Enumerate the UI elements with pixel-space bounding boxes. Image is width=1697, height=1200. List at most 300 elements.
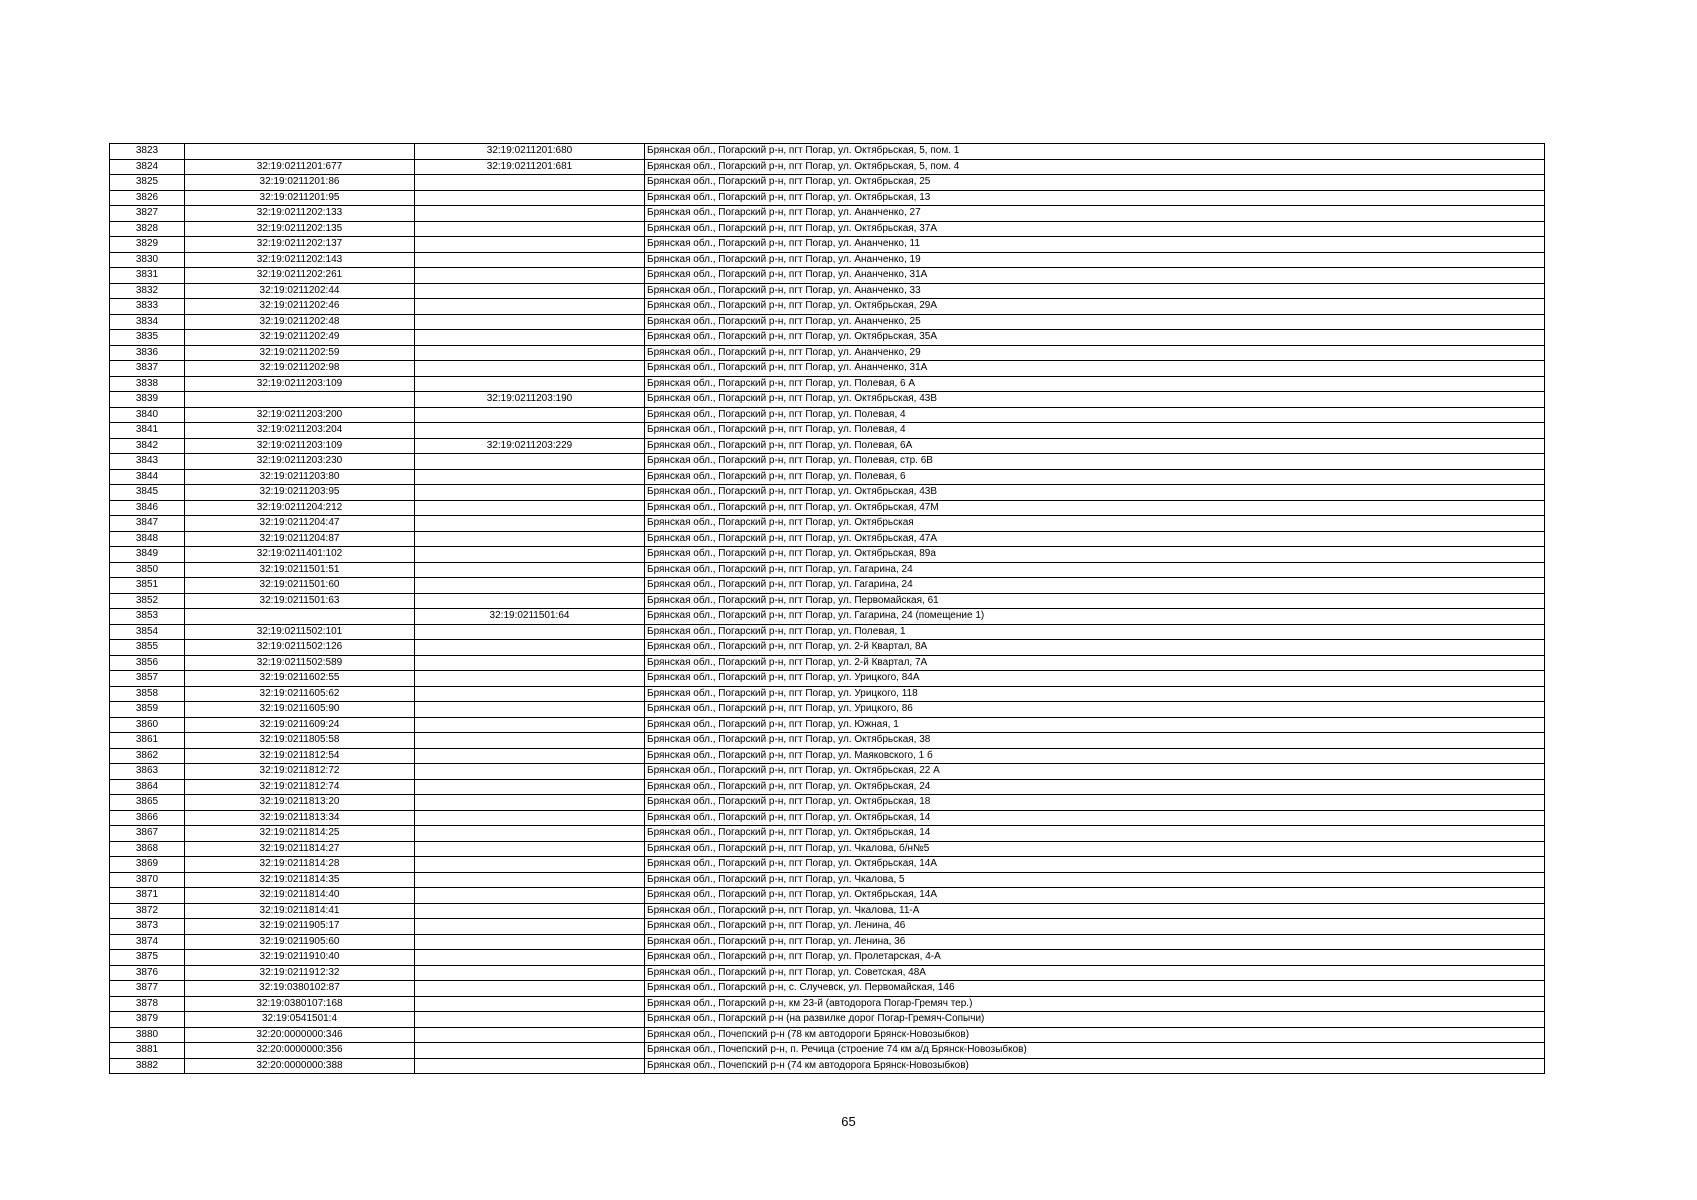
table-row	[110, 934, 1545, 950]
table-row	[110, 872, 1545, 888]
table-row	[110, 252, 1545, 268]
row-number-cell: 3860	[110, 717, 185, 733]
related-cadastral-number-cell	[415, 345, 645, 361]
related-cadastral-number-cell	[415, 547, 645, 563]
table-body	[110, 144, 1545, 1074]
address-cell: Брянская обл., Погарский р-н, пгт Погар, ул. Октябрьская, 43В	[645, 485, 1545, 501]
cadastral-number-cell: 32:19:0211401:102	[185, 547, 415, 563]
cadastral-number-cell: 32:19:0380107:168	[185, 996, 415, 1012]
cadastral-number-cell: 32:19:0211203:80	[185, 469, 415, 485]
related-cadastral-number-cell	[415, 810, 645, 826]
table-row	[110, 485, 1545, 501]
row-number-cell: 3847	[110, 516, 185, 532]
address-cell: Брянская обл., Погарский р-н, пгт Погар, ул. Октябрьская, 18	[645, 795, 1545, 811]
related-cadastral-number-cell	[415, 655, 645, 671]
related-cadastral-number-cell	[415, 314, 645, 330]
table-row	[110, 609, 1545, 625]
cadastral-number-cell: 32:19:0211202:48	[185, 314, 415, 330]
cadastral-number-cell: 32:19:0211805:58	[185, 733, 415, 749]
row-number-cell: 3882	[110, 1058, 185, 1074]
cadastral-number-cell: 32:20:0000000:388	[185, 1058, 415, 1074]
row-number-cell: 3872	[110, 903, 185, 919]
related-cadastral-number-cell	[415, 717, 645, 733]
address-cell: Брянская обл., Почепский р-н (78 км автодороги Брянск-Новозыбков)	[645, 1027, 1545, 1043]
cadastral-number-cell: 32:19:0211204:47	[185, 516, 415, 532]
row-number-cell: 3839	[110, 392, 185, 408]
cadastral-number-cell: 32:19:0211202:59	[185, 345, 415, 361]
related-cadastral-number-cell	[415, 934, 645, 950]
address-cell: Брянская обл., Погарский р-н, пгт Погар, ул. Октябрьская, 13	[645, 190, 1545, 206]
cadastral-number-cell: 32:19:0211501:51	[185, 562, 415, 578]
row-number-cell: 3836	[110, 345, 185, 361]
related-cadastral-number-cell	[415, 423, 645, 439]
cadastral-number-cell: 32:19:0211202:137	[185, 237, 415, 253]
address-cell: Брянская обл., Погарский р-н, пгт Погар, ул. Октябрьская, 5, пом. 4	[645, 159, 1545, 175]
related-cadastral-number-cell	[415, 500, 645, 516]
address-cell: Брянская обл., Погарский р-н, пгт Погар, ул. Октябрьская, 24	[645, 779, 1545, 795]
related-cadastral-number-cell	[415, 950, 645, 966]
address-cell: Брянская обл., Погарский р-н, пгт Погар, ул. Урицкого, 118	[645, 686, 1545, 702]
row-number-cell: 3877	[110, 981, 185, 997]
row-number-cell: 3831	[110, 268, 185, 284]
related-cadastral-number-cell	[415, 593, 645, 609]
row-number-cell: 3854	[110, 624, 185, 640]
address-cell: Брянская обл., Почепский р-н, п. Речица (строение 74 км а/д Брянск-Новозыбков)	[645, 1043, 1545, 1059]
table-row	[110, 330, 1545, 346]
cadastral-number-cell: 32:19:0211201:86	[185, 175, 415, 191]
cadastral-number-cell: 32:19:0211814:41	[185, 903, 415, 919]
row-number-cell: 3835	[110, 330, 185, 346]
row-number-cell: 3852	[110, 593, 185, 609]
address-cell: Брянская обл., Погарский р-н, пгт Погар, ул. Ананченко, 11	[645, 237, 1545, 253]
cadastral-number-cell: 32:19:0211202:46	[185, 299, 415, 315]
table-row	[110, 702, 1545, 718]
row-number-cell: 3866	[110, 810, 185, 826]
table-row	[110, 516, 1545, 532]
address-cell: Брянская обл., Погарский р-н, пгт Погар, ул. Ананченко, 31А	[645, 268, 1545, 284]
address-cell: Брянская обл., Погарский р-н, пгт Погар, ул. Октябрьская, 47А	[645, 531, 1545, 547]
address-cell: Брянская обл., Почепский р-н (74 км автодорога Брянск-Новозыбков)	[645, 1058, 1545, 1074]
related-cadastral-number-cell: 32:19:0211201:680	[415, 144, 645, 160]
address-cell: Брянская обл., Погарский р-н, пгт Погар, ул. Октябрьская, 43В	[645, 392, 1545, 408]
cadastral-number-cell: 32:19:0211201:95	[185, 190, 415, 206]
address-cell: Брянская обл., Погарский р-н, пгт Погар, ул. Ананченко, 33	[645, 283, 1545, 299]
related-cadastral-number-cell	[415, 469, 645, 485]
address-cell: Брянская обл., Погарский р-н, пгт Погар, ул. Полевая, 1	[645, 624, 1545, 640]
row-number-cell: 3858	[110, 686, 185, 702]
address-cell: Брянская обл., Погарский р-н, пгт Погар, ул. Советская, 48А	[645, 965, 1545, 981]
address-cell: Брянская обл., Погарский р-н, пгт Погар, ул. Ананченко, 19	[645, 252, 1545, 268]
related-cadastral-number-cell	[415, 531, 645, 547]
table-row	[110, 175, 1545, 191]
cadastral-number-cell: 32:19:0211502:126	[185, 640, 415, 656]
row-number-cell: 3873	[110, 919, 185, 935]
row-number-cell: 3870	[110, 872, 185, 888]
row-number-cell: 3825	[110, 175, 185, 191]
related-cadastral-number-cell	[415, 748, 645, 764]
table-row	[110, 655, 1545, 671]
table-row	[110, 1027, 1545, 1043]
row-number-cell: 3864	[110, 779, 185, 795]
related-cadastral-number-cell	[415, 826, 645, 842]
row-number-cell: 3865	[110, 795, 185, 811]
cadastral-number-cell: 32:19:0211814:28	[185, 857, 415, 873]
related-cadastral-number-cell	[415, 516, 645, 532]
related-cadastral-number-cell	[415, 671, 645, 687]
table-row	[110, 640, 1545, 656]
row-number-cell: 3841	[110, 423, 185, 439]
address-cell: Брянская обл., Погарский р-н, пгт Погар, ул. Пролетарская, 4-А	[645, 950, 1545, 966]
related-cadastral-number-cell	[415, 640, 645, 656]
address-cell: Брянская обл., Погарский р-н, пгт Погар, ул. Гагарина, 24	[645, 578, 1545, 594]
address-cell: Брянская обл., Погарский р-н, пгт Погар, ул. Октябрьская, 35А	[645, 330, 1545, 346]
cadastral-number-cell: 32:19:0211912:32	[185, 965, 415, 981]
cadastral-number-cell: 32:19:0211203:109	[185, 438, 415, 454]
related-cadastral-number-cell	[415, 237, 645, 253]
table-row	[110, 779, 1545, 795]
row-number-cell: 3838	[110, 376, 185, 392]
related-cadastral-number-cell	[415, 376, 645, 392]
cadastral-number-cell: 32:19:0211602:55	[185, 671, 415, 687]
cadastral-number-cell: 32:19:0211202:261	[185, 268, 415, 284]
related-cadastral-number-cell	[415, 624, 645, 640]
cadastral-number-cell: 32:19:0211202:98	[185, 361, 415, 377]
table-row	[110, 190, 1545, 206]
table-row	[110, 283, 1545, 299]
row-number-cell: 3826	[110, 190, 185, 206]
table-row	[110, 531, 1545, 547]
related-cadastral-number-cell	[415, 1012, 645, 1028]
cadastral-number-cell: 32:19:0211202:49	[185, 330, 415, 346]
row-number-cell: 3869	[110, 857, 185, 873]
cadastral-number-cell: 32:19:0211203:204	[185, 423, 415, 439]
table-row	[110, 841, 1545, 857]
address-cell: Брянская обл., Погарский р-н, пгт Погар, ул. Полевая, 6А	[645, 438, 1545, 454]
row-number-cell: 3833	[110, 299, 185, 315]
table-row	[110, 981, 1545, 997]
cadastral-number-cell	[185, 144, 415, 160]
address-cell: Брянская обл., Погарский р-н, пгт Погар, ул. Октябрьская, 5, пом. 1	[645, 144, 1545, 160]
cadastral-number-cell: 32:20:0000000:346	[185, 1027, 415, 1043]
row-number-cell: 3824	[110, 159, 185, 175]
related-cadastral-number-cell	[415, 857, 645, 873]
row-number-cell: 3881	[110, 1043, 185, 1059]
related-cadastral-number-cell	[415, 779, 645, 795]
address-cell: Брянская обл., Погарский р-н, пгт Погар, ул. Октябрьская, 14	[645, 826, 1545, 842]
table-row	[110, 392, 1545, 408]
address-cell: Брянская обл., Погарский р-н, с. Случевск, ул. Первомайская, 146	[645, 981, 1545, 997]
address-cell: Брянская обл., Погарский р-н (на развилке дорог Погар-Гремяч-Сопычи)	[645, 1012, 1545, 1028]
row-number-cell: 3823	[110, 144, 185, 160]
row-number-cell: 3880	[110, 1027, 185, 1043]
table-row	[110, 206, 1545, 222]
cadastral-number-cell: 32:19:0211814:25	[185, 826, 415, 842]
cadastral-number-cell: 32:19:0211814:27	[185, 841, 415, 857]
table-row	[110, 903, 1545, 919]
cadastral-number-cell: 32:19:0211605:90	[185, 702, 415, 718]
cadastral-number-cell: 32:19:0211204:87	[185, 531, 415, 547]
table-row	[110, 826, 1545, 842]
address-cell: Брянская обл., Погарский р-н, пгт Погар, ул. Урицкого, 86	[645, 702, 1545, 718]
cadastral-number-cell: 32:19:0211202:143	[185, 252, 415, 268]
related-cadastral-number-cell: 32:19:0211201:681	[415, 159, 645, 175]
table-row	[110, 810, 1545, 826]
address-cell: Брянская обл., Погарский р-н, пгт Погар, ул. Полевая, 6	[645, 469, 1545, 485]
table-row	[110, 965, 1545, 981]
table-row	[110, 1043, 1545, 1059]
related-cadastral-number-cell	[415, 996, 645, 1012]
related-cadastral-number-cell	[415, 686, 645, 702]
address-cell: Брянская обл., Погарский р-н, пгт Погар, ул. Ананченко, 25	[645, 314, 1545, 330]
address-cell: Брянская обл., Погарский р-н, пгт Погар, ул. Гагарина, 24	[645, 562, 1545, 578]
table-row	[110, 469, 1545, 485]
address-cell: Брянская обл., Погарский р-н, пгт Погар, ул. Ленина, 46	[645, 919, 1545, 935]
related-cadastral-number-cell	[415, 702, 645, 718]
row-number-cell: 3862	[110, 748, 185, 764]
table-row	[110, 624, 1545, 640]
table-row	[110, 268, 1545, 284]
address-cell: Брянская обл., Погарский р-н, пгт Погар, ул. Октябрьская, 22 А	[645, 764, 1545, 780]
cadastral-number-cell: 32:19:0211812:74	[185, 779, 415, 795]
address-cell: Брянская обл., Погарский р-н, пгт Погар, ул. Октябрьская, 47М	[645, 500, 1545, 516]
address-cell: Брянская обл., Погарский р-н, пгт Погар, ул. Полевая, 6 А	[645, 376, 1545, 392]
table-row	[110, 221, 1545, 237]
cadastral-number-cell: 32:19:0211203:109	[185, 376, 415, 392]
address-cell: Брянская обл., Погарский р-н, пгт Погар, ул. Октябрьская, 37А	[645, 221, 1545, 237]
row-number-cell: 3827	[110, 206, 185, 222]
cadastral-number-cell: 32:19:0211501:60	[185, 578, 415, 594]
table-row	[110, 593, 1545, 609]
related-cadastral-number-cell	[415, 299, 645, 315]
row-number-cell: 3828	[110, 221, 185, 237]
table-row	[110, 454, 1545, 470]
address-cell: Брянская обл., Погарский р-н, пгт Погар, ул. Октябрьская, 89а	[645, 547, 1545, 563]
cadastral-number-cell: 32:19:0211813:20	[185, 795, 415, 811]
related-cadastral-number-cell	[415, 407, 645, 423]
row-number-cell: 3861	[110, 733, 185, 749]
table-row	[110, 919, 1545, 935]
address-cell: Брянская обл., Погарский р-н, пгт Погар, ул. Октябрьская, 14А	[645, 888, 1545, 904]
cadastral-number-cell: 32:19:0211502:589	[185, 655, 415, 671]
address-cell: Брянская обл., Погарский р-н, пгт Погар, ул. Октябрьская, 14	[645, 810, 1545, 826]
related-cadastral-number-cell	[415, 283, 645, 299]
row-number-cell: 3837	[110, 361, 185, 377]
row-number-cell: 3848	[110, 531, 185, 547]
address-cell: Брянская обл., Погарский р-н, пгт Погар, ул. Первомайская, 61	[645, 593, 1545, 609]
table-row	[110, 159, 1545, 175]
cadastral-number-cell: 32:19:0211609:24	[185, 717, 415, 733]
cadastral-number-cell: 32:19:0211814:40	[185, 888, 415, 904]
cadastral-table	[109, 143, 1545, 1074]
table-row	[110, 578, 1545, 594]
address-cell: Брянская обл., Погарский р-н, пгт Погар, ул. Октябрьская, 38	[645, 733, 1545, 749]
cadastral-number-cell: 32:19:0211203:200	[185, 407, 415, 423]
table-row	[110, 888, 1545, 904]
row-number-cell: 3850	[110, 562, 185, 578]
row-number-cell: 3830	[110, 252, 185, 268]
row-number-cell: 3843	[110, 454, 185, 470]
row-number-cell: 3829	[110, 237, 185, 253]
row-number-cell: 3855	[110, 640, 185, 656]
related-cadastral-number-cell	[415, 190, 645, 206]
row-number-cell: 3849	[110, 547, 185, 563]
row-number-cell: 3845	[110, 485, 185, 501]
table-row	[110, 299, 1545, 315]
related-cadastral-number-cell	[415, 872, 645, 888]
address-cell: Брянская обл., Погарский р-н, пгт Погар, ул. Октябрьская, 25	[645, 175, 1545, 191]
table-row	[110, 345, 1545, 361]
cadastral-number-cell: 32:19:0211202:133	[185, 206, 415, 222]
table-row	[110, 547, 1545, 563]
address-cell: Брянская обл., Погарский р-н, пгт Погар, ул. 2-й Квартал, 7А	[645, 655, 1545, 671]
address-cell: Брянская обл., Погарский р-н, пгт Погар, ул. Ананченко, 27	[645, 206, 1545, 222]
address-cell: Брянская обл., Погарский р-н, пгт Погар, ул. Маяковского, 1 б	[645, 748, 1545, 764]
related-cadastral-number-cell	[415, 1043, 645, 1059]
table-row	[110, 686, 1545, 702]
table-row	[110, 376, 1545, 392]
table-row	[110, 748, 1545, 764]
row-number-cell: 3863	[110, 764, 185, 780]
table-row	[110, 996, 1545, 1012]
related-cadastral-number-cell	[415, 221, 645, 237]
page-number: 65	[841, 1114, 856, 1129]
related-cadastral-number-cell	[415, 919, 645, 935]
related-cadastral-number-cell	[415, 206, 645, 222]
related-cadastral-number-cell	[415, 1027, 645, 1043]
table-row	[110, 733, 1545, 749]
row-number-cell: 3853	[110, 609, 185, 625]
related-cadastral-number-cell	[415, 888, 645, 904]
table-row	[110, 562, 1545, 578]
cadastral-number-cell	[185, 392, 415, 408]
address-cell: Брянская обл., Погарский р-н, пгт Погар, ул. Ананченко, 31А	[645, 361, 1545, 377]
address-cell: Брянская обл., Погарский р-н, пгт Погар, ул. Чкалова, 11-А	[645, 903, 1545, 919]
address-cell: Брянская обл., Погарский р-н, пгт Погар, ул. Октябрьская, 14А	[645, 857, 1545, 873]
table-row	[110, 857, 1545, 873]
table-row	[110, 361, 1545, 377]
related-cadastral-number-cell	[415, 1058, 645, 1074]
cadastral-number-cell: 32:19:0211502:101	[185, 624, 415, 640]
related-cadastral-number-cell	[415, 733, 645, 749]
table-row	[110, 144, 1545, 160]
related-cadastral-number-cell	[415, 252, 645, 268]
row-number-cell: 3834	[110, 314, 185, 330]
table-row	[110, 795, 1545, 811]
row-number-cell: 3857	[110, 671, 185, 687]
related-cadastral-number-cell	[415, 485, 645, 501]
table-row	[110, 423, 1545, 439]
cadastral-number-cell: 32:19:0211812:54	[185, 748, 415, 764]
cadastral-number-cell: 32:19:0211202:135	[185, 221, 415, 237]
row-number-cell: 3832	[110, 283, 185, 299]
cadastral-number-cell: 32:19:0211202:44	[185, 283, 415, 299]
cadastral-number-cell: 32:19:0211501:63	[185, 593, 415, 609]
address-cell: Брянская обл., Погарский р-н, пгт Погар, ул. Урицкого, 84А	[645, 671, 1545, 687]
address-cell: Брянская обл., Погарский р-н, км 23-й (автодорога Погар-Гремяч тер.)	[645, 996, 1545, 1012]
related-cadastral-number-cell: 32:19:0211203:229	[415, 438, 645, 454]
row-number-cell: 3851	[110, 578, 185, 594]
related-cadastral-number-cell	[415, 764, 645, 780]
related-cadastral-number-cell	[415, 578, 645, 594]
table-row	[110, 671, 1545, 687]
cadastral-number-cell: 32:20:0000000:356	[185, 1043, 415, 1059]
cadastral-number-cell: 32:19:0211813:34	[185, 810, 415, 826]
cadastral-number-cell: 32:19:0541501:4	[185, 1012, 415, 1028]
table-row	[110, 764, 1545, 780]
cadastral-number-cell: 32:19:0211814:35	[185, 872, 415, 888]
related-cadastral-number-cell	[415, 841, 645, 857]
address-cell: Брянская обл., Погарский р-н, пгт Погар, ул. Чкалова, б/н№5	[645, 841, 1545, 857]
address-cell: Брянская обл., Погарский р-н, пгт Погар, ул. Октябрьская, 29А	[645, 299, 1545, 315]
related-cadastral-number-cell	[415, 981, 645, 997]
address-cell: Брянская обл., Погарский р-н, пгт Погар, ул. Чкалова, 5	[645, 872, 1545, 888]
cadastral-number-cell: 32:19:0211605:62	[185, 686, 415, 702]
table-row	[110, 717, 1545, 733]
row-number-cell: 3868	[110, 841, 185, 857]
cadastral-number-cell: 32:19:0211203:230	[185, 454, 415, 470]
address-cell: Брянская обл., Погарский р-н, пгт Погар, ул. Полевая, 4	[645, 407, 1545, 423]
related-cadastral-number-cell	[415, 361, 645, 377]
related-cadastral-number-cell	[415, 268, 645, 284]
row-number-cell: 3879	[110, 1012, 185, 1028]
cadastral-number-cell: 32:19:0211201:677	[185, 159, 415, 175]
row-number-cell: 3859	[110, 702, 185, 718]
table-row	[110, 500, 1545, 516]
related-cadastral-number-cell	[415, 562, 645, 578]
row-number-cell: 3856	[110, 655, 185, 671]
table-row	[110, 1012, 1545, 1028]
address-cell: Брянская обл., Погарский р-н, пгт Погар, ул. Ленина, 36	[645, 934, 1545, 950]
row-number-cell: 3844	[110, 469, 185, 485]
cadastral-number-cell: 32:19:0211204:212	[185, 500, 415, 516]
cadastral-number-cell: 32:19:0211203:95	[185, 485, 415, 501]
address-cell: Брянская обл., Погарский р-н, пгт Погар, ул. 2-й Квартал, 8А	[645, 640, 1545, 656]
row-number-cell: 3871	[110, 888, 185, 904]
related-cadastral-number-cell	[415, 454, 645, 470]
address-cell: Брянская обл., Погарский р-н, пгт Погар, ул. Ананченко, 29	[645, 345, 1545, 361]
table-row	[110, 314, 1545, 330]
cadastral-number-cell: 32:19:0211910:40	[185, 950, 415, 966]
table-row	[110, 950, 1545, 966]
cadastral-number-cell: 32:19:0211905:60	[185, 934, 415, 950]
row-number-cell: 3875	[110, 950, 185, 966]
cadastral-number-cell: 32:19:0380102:87	[185, 981, 415, 997]
row-number-cell: 3878	[110, 996, 185, 1012]
row-number-cell: 3840	[110, 407, 185, 423]
table-row	[110, 438, 1545, 454]
row-number-cell: 3874	[110, 934, 185, 950]
cadastral-number-cell: 32:19:0211812:72	[185, 764, 415, 780]
row-number-cell: 3842	[110, 438, 185, 454]
table-row	[110, 407, 1545, 423]
row-number-cell: 3867	[110, 826, 185, 842]
row-number-cell: 3876	[110, 965, 185, 981]
row-number-cell: 3846	[110, 500, 185, 516]
related-cadastral-number-cell	[415, 903, 645, 919]
address-cell: Брянская обл., Погарский р-н, пгт Погар, ул. Октябрьская	[645, 516, 1545, 532]
address-cell: Брянская обл., Погарский р-н, пгт Погар, ул. Гагарина, 24 (помещение 1)	[645, 609, 1545, 625]
related-cadastral-number-cell	[415, 965, 645, 981]
related-cadastral-number-cell: 32:19:0211501:64	[415, 609, 645, 625]
address-cell: Брянская обл., Погарский р-н, пгт Погар, ул. Южная, 1	[645, 717, 1545, 733]
table-row	[110, 237, 1545, 253]
cadastral-number-cell: 32:19:0211905:17	[185, 919, 415, 935]
related-cadastral-number-cell	[415, 330, 645, 346]
address-cell: Брянская обл., Погарский р-н, пгт Погар, ул. Полевая, 4	[645, 423, 1545, 439]
table-row	[110, 1058, 1545, 1074]
address-cell: Брянская обл., Погарский р-н, пгт Погар, ул. Полевая, стр. 6В	[645, 454, 1545, 470]
related-cadastral-number-cell: 32:19:0211203:190	[415, 392, 645, 408]
